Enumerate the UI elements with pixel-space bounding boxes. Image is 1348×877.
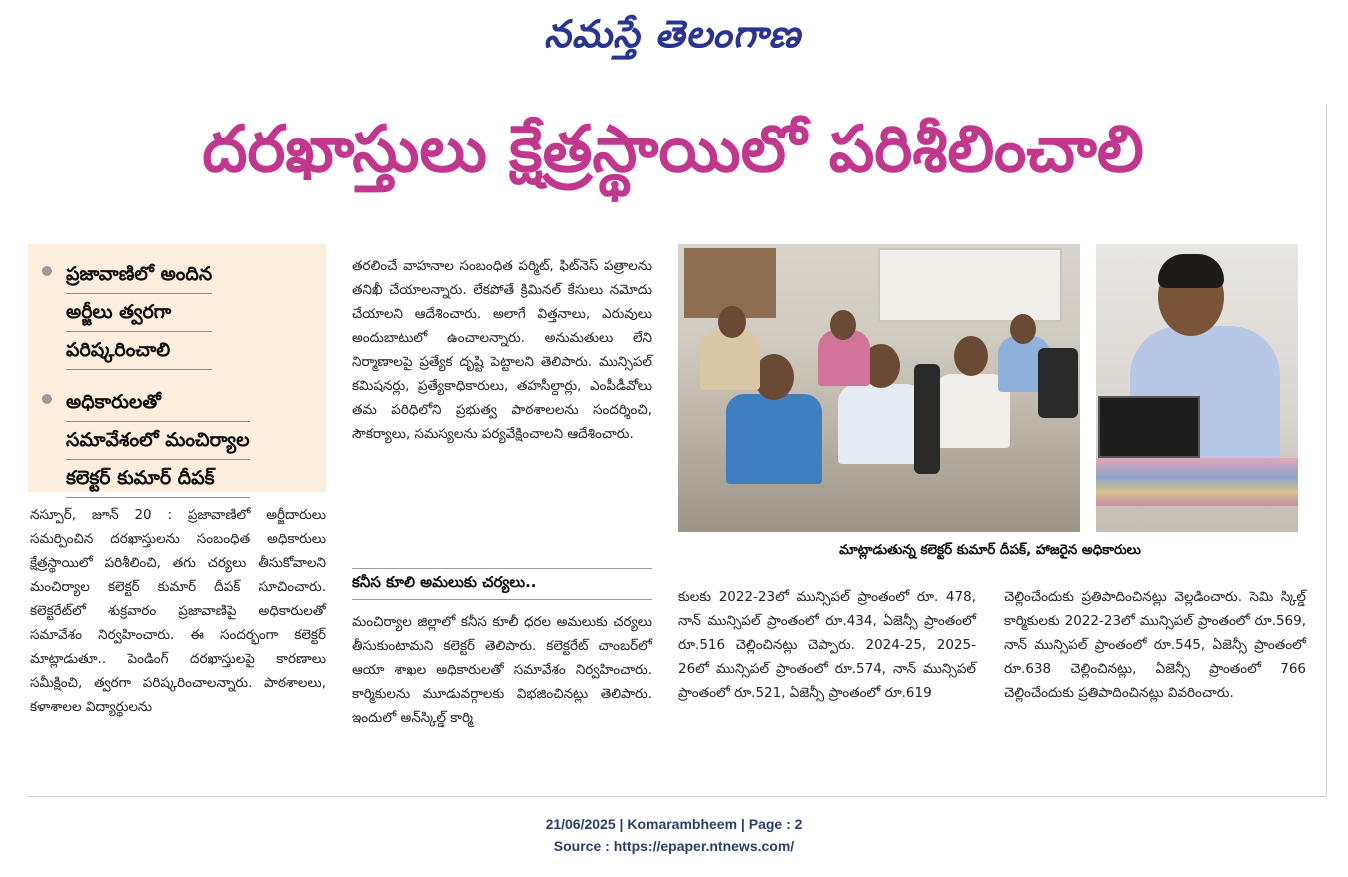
body-paragraph: తరలించే వాహనాల సంబంధిత పర్మిట్, ఫిట్‌నెస్ పత్రాలను తనిఖీ చేయాలన్నారు. లేకపోతే క్రిమినల్ కేసులు నమోదు చేయాలని ఆదేశించారు. అలాగే విత్తనాలు, ఎరువులు అందుబాటులో ఉంచాలన్నారు. అనుమతులు లేని నిర్మాణాలపై ప్రత్యేక దృష్టి పెట్టాలని తెలిపారు. మున్సిపల్ కమిషనర్లు, ప్రత్యేకాధికారులు, తహసీల్దార్లు, ఎంపీడీవోలు తమ పరిధిలోని ప్రభుత్వ పాఠశాలలను సందర్శించి, సౌకర్యాలు, సమస్యలను పర్యవేక్షించాలని ఆదేశించారు. [352,258,652,442]
highlight-line: సమావేశంలో మంచిర్యాల [66,422,250,460]
person-shape [838,384,924,464]
person-head [830,310,856,340]
highlights-box [28,244,326,492]
footer-date-page: 21/06/2025 | Komarambheem | Page : 2 [545,816,803,832]
laptop-shape [1098,396,1200,458]
footer-divider [28,796,1326,797]
bullet-icon [42,266,52,276]
article-column-2b [352,610,652,730]
highlight-item [42,384,318,498]
newspaper-masthead: నమస్తే తెలంగాణ [544,12,801,56]
window-shape [878,248,1062,322]
person-head [718,306,746,338]
body-paragraph: నస్పూర్, జూన్ 20 : ప్రజావాణిలో అర్జీదారులు సమర్పించిన దరఖాస్తులను సంబంధిత అధికారులు క్షేత్రస్థాయిలో పరిశీలించి, తగు చర్యలు తీసుకోవాలని మంచిర్యాల కలెక్టర్ కుమార్ దీపక్ సూచించారు. కలెక్టరేట్‌లో శుక్రవారం ప్రజావాణిపై అధికారులతో సమావేశం నిర్వహించారు. ఈ సందర్భంగా కలెక్టర్ మాట్లాడుతూ.. పెండింగ్ దరఖాస్తులపై కారణాలు సమీక్షించి, త్వరగా పరిష్కరించాలన్నారు. పాఠశాలలు, కళాశాలల విద్యార్థులను [30,507,326,715]
person-head [1010,314,1036,344]
article-column-3 [678,585,976,705]
article-column-4 [1004,585,1306,705]
bullet-icon [42,394,52,404]
photo-caption: మాట్లాడుతున్న కలెక్టర్ కుమార్ దీపక్, హాజరైన అధికారులు [839,541,1141,558]
highlight-line: ప్రజావాణిలో అందిన [66,256,212,294]
subheading-bar [352,568,652,600]
article-column-2 [352,254,652,446]
article-column-1 [30,503,326,719]
person-shape [700,330,760,390]
subheading: కనీస కూలి అమలుకు చర్యలు.. [352,573,537,591]
files-stack [1096,458,1298,506]
person-shape [726,394,822,484]
article-headline: దరఖాస్తులు క్షేత్రస్థాయిలో పరిశీలించాలి [202,112,1144,187]
collector-photo [1096,244,1298,532]
footer-source: Source : https://epaper.ntnews.com/ [553,838,795,854]
highlight-line: అధికారులతో [66,384,250,422]
highlight-line: అర్జీలు త్వరగా [66,294,212,332]
body-paragraph: కులకు 2022-23లో మున్సిపల్ ప్రాంతంలో రూ. 478, నాన్ మున్సిపల్ ప్రాంతంలో రూ.434, ఏజెన్సీ ప్రాంతంలో రూ.516 చెల్లించినట్లు చెప్పారు. 2024-25, 2025-26లో మున్సిపల్ ప్రాంతంలో రూ.574, నాన్ మున్సిపల్ ప్రాంతంలో రూ.521, ఏజెన్సీ ప్రాంతంలో రూ.619 [678,589,976,701]
chair-shape [914,364,940,474]
person-hair [1158,254,1224,288]
body-paragraph: మంచిర్యాల జిల్లాలో కనీస కూలీ ధరల అమలుకు చర్యలు తీసుకుంటామని కలెక్టర్ తెలిపారు. కలెక్టరేట్ చాంబర్‌లో ఆయా శాఖల అధికారులతో సమావేశం నిర్వహించారు. కార్మికులను మూడువర్గాలకు విభజించినట్లు తెలిపారు. ఇందులో అన్‌స్కిల్డ్ కార్మి [352,614,652,726]
meeting-photo [678,244,1080,532]
person-head [954,336,988,376]
body-paragraph: చెల్లించేందుకు ప్రతిపాదించినట్లు వెల్లడించారు. సెమి స్కిల్డ్ కార్మికులకు 2022-23లో మున్సిపల్ ప్రాంతంలో రూ.569, నాన్ మున్సిపల్ ప్రాంతంలో రూ.545, ఏజెన్సీ ప్రాంతంలో రూ.638 చెల్లించినట్లు, ఏజెన్సీ ప్రాంతంలో 766 చెల్లించేందుకు ప్రతిపాదించినట్లు వివరించారు. [1004,589,1306,701]
highlight-item [42,256,318,370]
highlight-line: పరిష్కరించాలి [66,332,212,370]
page-right-rule [1326,104,1327,796]
chair-shape [1038,348,1078,418]
highlight-line: కలెక్టర్ కుమార్ దీపక్ [66,460,250,498]
person-head [754,354,794,400]
